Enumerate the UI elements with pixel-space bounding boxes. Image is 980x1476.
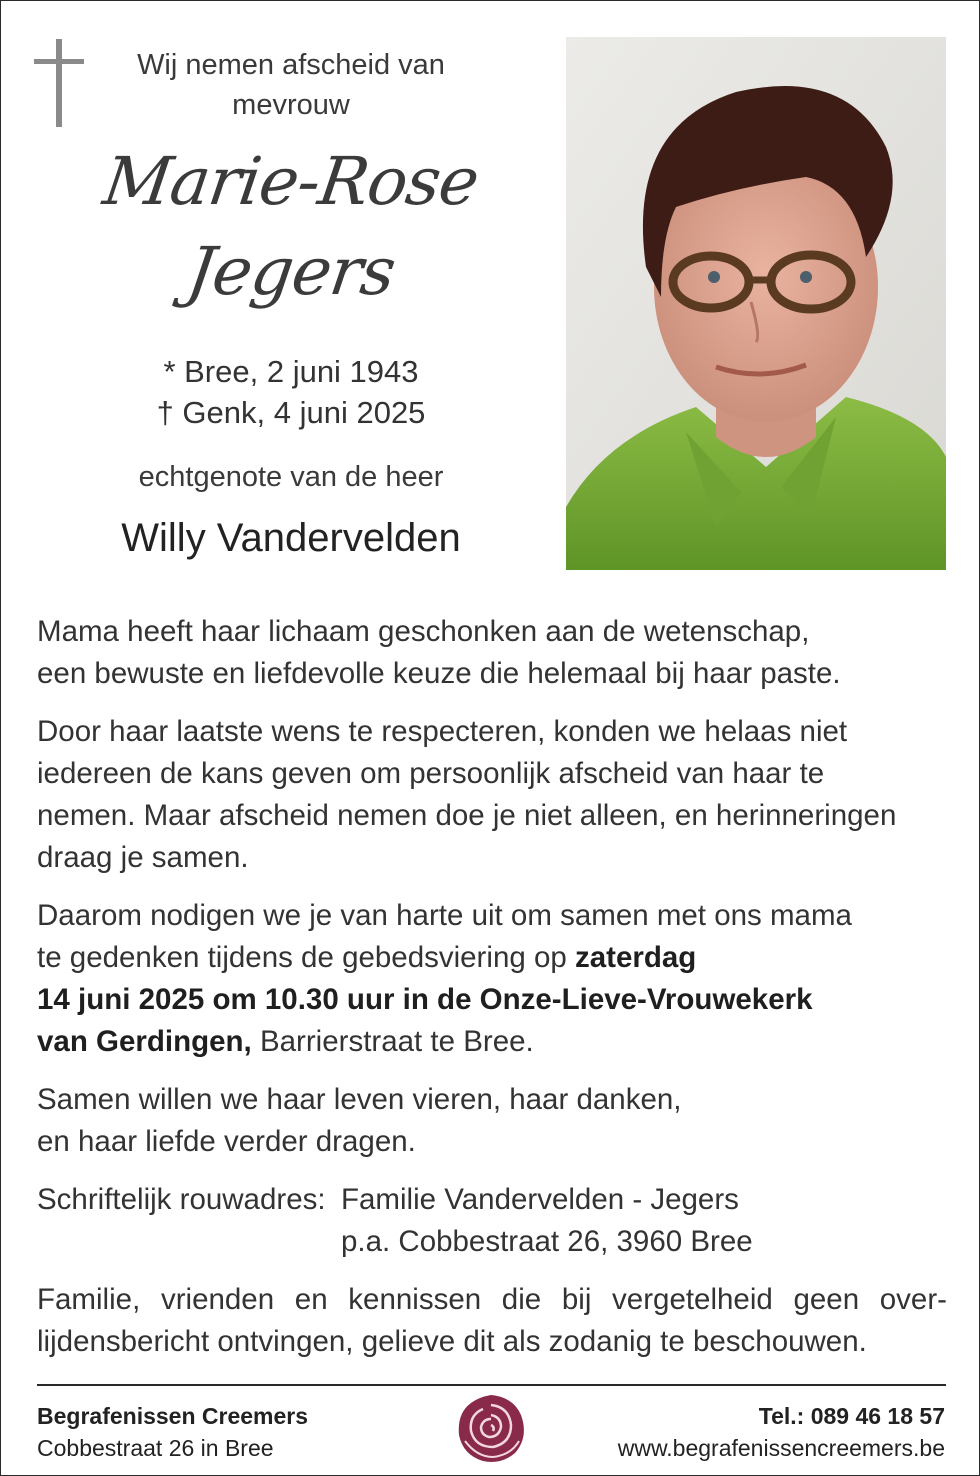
- spouse-intro: echtgenote van de heer: [138, 461, 444, 493]
- text-line: Familie, vrienden en kennissen die bij vergetelheid geen over-: [37, 1283, 947, 1316]
- text-line: een bewuste en liefdevolle keuze die helemaal bij haar paste.: [37, 657, 841, 690]
- rose-logo-icon: [453, 1391, 529, 1467]
- address-line-2: p.a. Cobbestraat 26, 3960 Bree: [341, 1225, 753, 1258]
- funeral-home-name: Begrafenissen Creemers: [37, 1403, 309, 1429]
- deceased-first-name: Marie-Rose: [98, 143, 484, 220]
- birth-date: * Bree, 2 juni 1943: [163, 354, 419, 389]
- text-line: Daarom nodigen we je van harte uit om samen met ons mama: [37, 899, 852, 932]
- text-line: lijdensbericht ontvingen, gelieve dit als zodanig te beschouwen.: [37, 1325, 867, 1358]
- text-line: draag je samen.: [37, 841, 249, 874]
- text-line: iedereen de kans geven om persoonlijk afscheid van haar te: [37, 757, 825, 790]
- service-datetime-location: 14 juni 2025 om 10.30 uur in de Onze-Lieve-Vrouwekerk: [37, 983, 813, 1016]
- portrait-photo: [566, 37, 946, 570]
- intro-line-1: Wij nemen afscheid van: [137, 49, 445, 81]
- funeral-home-address: Cobbestraat 26 in Bree: [37, 1435, 274, 1461]
- text-line: nemen. Maar afscheid nemen doe je niet alleen, en herinneringen: [37, 799, 897, 832]
- address-value: [341, 1179, 753, 1263]
- footer-divider: [37, 1384, 946, 1386]
- intro-text: [81, 45, 501, 125]
- paragraph-celebrate: [37, 1079, 947, 1163]
- intro-line-2: mevrouw: [232, 89, 350, 121]
- death-date: † Genk, 4 juni 2025: [156, 395, 426, 430]
- paragraph-wish: [37, 711, 947, 879]
- text-line: te gedenken tijdens de gebedsviering op: [37, 941, 575, 974]
- deceased-last-name: Jegers: [182, 233, 400, 310]
- text-line: Samen willen we haar leven vieren, haar danken,: [37, 1083, 682, 1116]
- text-line: Door haar laatste wens te respecteren, konden we helaas niet: [37, 715, 848, 748]
- service-location: van Gerdingen,: [37, 1025, 252, 1058]
- paragraph-notice: [37, 1279, 947, 1363]
- text-line: Mama heeft haar lichaam geschonken aan de wetenschap,: [37, 615, 810, 648]
- life-dates: [81, 351, 501, 433]
- condolence-address: [37, 1179, 947, 1263]
- address-label: Schriftelijk rouwadres:: [37, 1183, 326, 1216]
- paragraph-invitation: [37, 895, 947, 1063]
- message-body: [37, 611, 947, 1363]
- funeral-home-website[interactable]: www.begrafenissencreemers.be: [617, 1435, 945, 1461]
- service-street: Barrierstraat te Bree.: [251, 1025, 534, 1058]
- cross-icon: [34, 39, 84, 129]
- spouse-name: Willy Vandervelden: [121, 516, 461, 560]
- paragraph-donation: [37, 611, 947, 695]
- address-line-1: Familie Vandervelden - Jegers: [341, 1183, 739, 1216]
- service-day: zaterdag: [574, 941, 697, 974]
- text-line: en haar liefde verder dragen.: [37, 1125, 416, 1158]
- funeral-home-phone: Tel.: 089 46 18 57: [758, 1403, 945, 1429]
